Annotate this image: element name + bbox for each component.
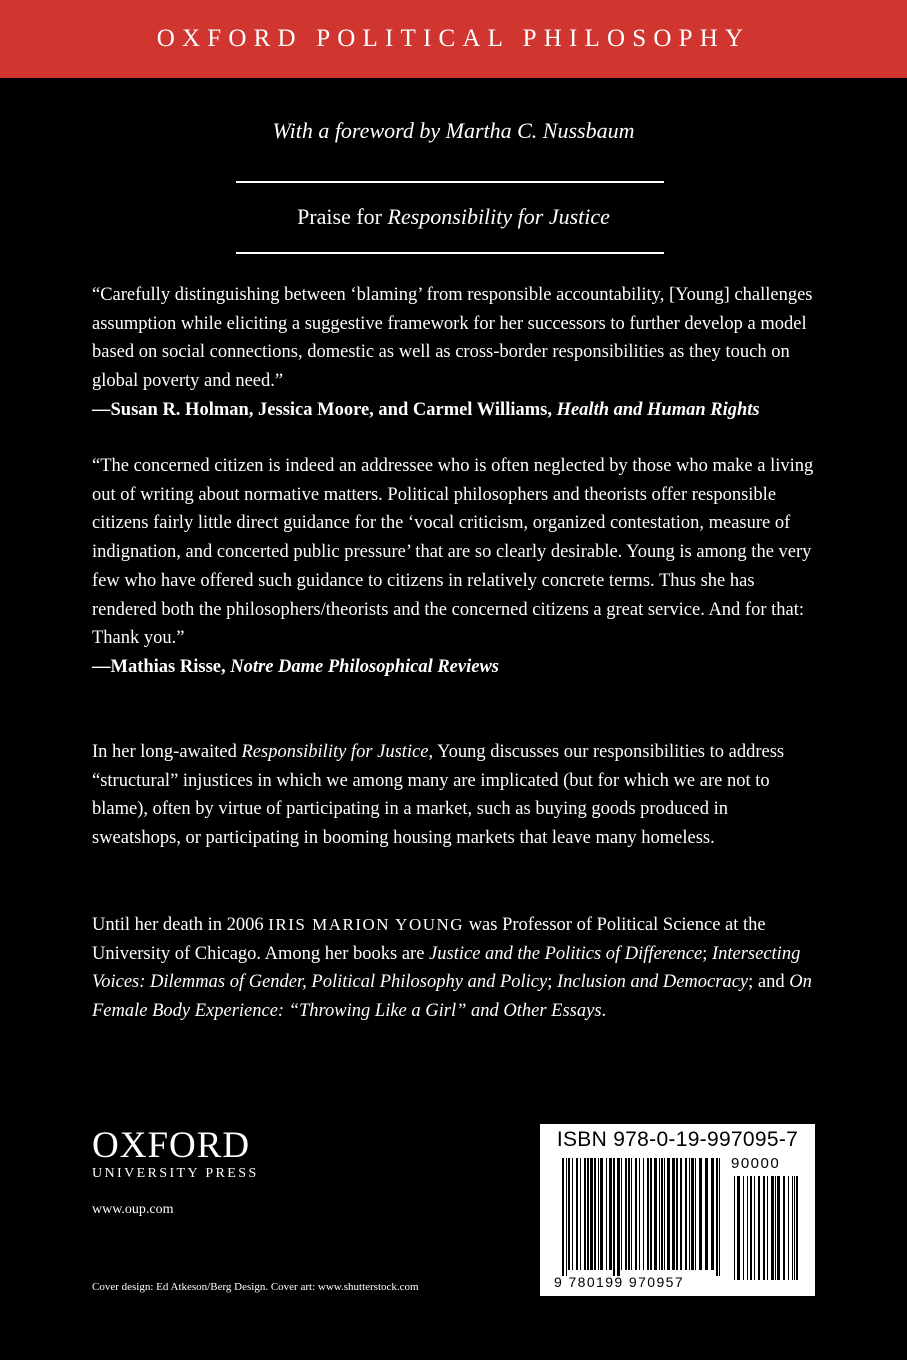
barcode-bar [734,1176,735,1280]
divider-bottom [236,252,664,254]
book-description: In her long-awaited Responsibility for Justice, Young discusses our responsibilities to address “structural” injustices in which we among many are implicated (but for which we are not to blame), often by virtue of participating in a market, such as buying goods produced in sweatshops, or participating in booming housing markets that leave many homeless. [92,742,785,849]
barcode-bar [600,1158,603,1270]
barcode-bar [587,1158,589,1270]
barcode-bar [580,1158,581,1270]
barcode-ean-number: 9 780199 970957 [554,1274,684,1290]
foreword-line: With a foreword by Martha C. Nussbaum [272,118,635,143]
barcode-bar [754,1176,755,1280]
series-title: OXFORD POLITICAL PHILOSOPHY [156,25,751,52]
barcode-bar [566,1158,567,1276]
barcode-bar [613,1158,615,1276]
barcode-bar [590,1158,593,1270]
barcode-bar [737,1176,740,1280]
barcode-bar [639,1158,640,1270]
author-bio: Until her death in 2006 IRIS MARION YOUNG was Professor of Political Science at the University of Chicago. Among her books are Justice and the Politics of Difference; Intersecting Voices: Dilemmas of Gender, Political Philosophy and Policy; Inclusion and Democracy; and On Female Body Experience: “Throwing Like a Girl” and Other Essays. [92,915,812,1022]
publisher-url[interactable]: www.oup.com [92,1202,174,1217]
barcode-bar [794,1176,795,1280]
barcode-bar [695,1158,696,1270]
barcode-bar [672,1158,675,1270]
quote-attribution: —Mathias Risse, Notre Dame Philosophical Reviews [92,656,499,677]
barcode-bar [750,1176,752,1280]
barcode-bar [664,1158,665,1270]
publisher-press: UNIVERSITY PRESS [92,1166,259,1181]
barcode-bar [796,1176,798,1280]
barcode-bar [647,1158,649,1270]
barcode-addon-number: 90000 [731,1155,781,1172]
author-name: IRIS MARION YOUNG [268,915,465,934]
barcode-bar [650,1158,652,1270]
barcode-bar [792,1176,793,1280]
barcode-bar [659,1158,660,1270]
barcode-bar [676,1158,678,1270]
barcode-bar [705,1158,708,1270]
barcode-bar [747,1176,748,1280]
barcode-bar [609,1158,612,1270]
barcode-bar [643,1158,644,1270]
barcode-bar [628,1158,630,1270]
publisher-logo [92,1126,259,1182]
series-banner [0,0,907,78]
review-quote-2 [92,452,820,682]
barcode-bar [716,1158,718,1276]
barcode-bar [699,1158,702,1270]
isbn-barcode [540,1124,815,1296]
barcode-bar [617,1158,620,1276]
barcode-bar [576,1158,578,1270]
barcode-bar [568,1158,570,1270]
quote-text: “Carefully distinguishing between ‘blaming’ from responsible accountability, [Young] challenges assumption while eliciting a suggestive framework for her successors to further develop a model based on social connections, domestic as well as cross-border responsibilities as they touch on global poverty and need.” [92,285,813,392]
barcode-bar [685,1158,687,1270]
barcode-bar [771,1176,774,1280]
barcode-bar [635,1158,637,1270]
barcode-bar [625,1158,627,1270]
barcode-bar [584,1158,586,1270]
barcode-bar [775,1176,776,1280]
barcode-bar [572,1158,573,1270]
barcode-bar [606,1158,607,1270]
quote-attribution: —Susan R. Holman, Jessica Moore, and Carmel Williams, Health and Human Rights [92,399,760,420]
barcode-bar [767,1176,768,1280]
barcode-bar [743,1176,744,1280]
barcode-bar [719,1158,720,1276]
cover-credits: Cover design: Ed Atkeson/Berg Design. Cover art: www.shutterstock.com [92,1281,419,1293]
barcode-bar [680,1158,682,1270]
barcode-bar [711,1158,714,1270]
barcode-bar [631,1158,632,1270]
barcode-bar [562,1158,564,1276]
barcode-bar [788,1176,789,1280]
barcode-bar [621,1158,622,1270]
quote-text: “The concerned citizen is indeed an addressee who is often neglected by those who make a living out of writing about normative matters. Political philosophers and theorists offer responsible citizens fairly little direct guidance for the ‘vocal criticism, organized contestation, measure of indignation, and concerted public pressure’ that are so clearly desirable. Young is among the very few who have offered such guidance to citizens in relatively concrete terms. Thus she has rendered both the philosophers/theorists and the concerned citizens a great service. And for that: Thank you.” [92,456,814,649]
barcode-bar [594,1158,596,1270]
barcode-bar [777,1176,780,1280]
barcode-bar [667,1158,670,1270]
barcode-bar [758,1176,760,1280]
barcode-bar [763,1176,765,1280]
isbn-label: ISBN 978-0-19-997095-7 [556,1128,799,1151]
barcode-bar [689,1158,690,1270]
divider-top [236,181,664,183]
barcode-bar [783,1176,785,1280]
barcode-bar [691,1158,694,1270]
review-quote-1 [92,281,820,425]
praise-heading: Praise for Responsibility for Justice [297,204,610,229]
barcode-bar [654,1158,657,1270]
publisher-name: OXFORD [92,1125,251,1166]
barcode-bar [661,1158,663,1270]
barcode-bar [598,1158,599,1270]
